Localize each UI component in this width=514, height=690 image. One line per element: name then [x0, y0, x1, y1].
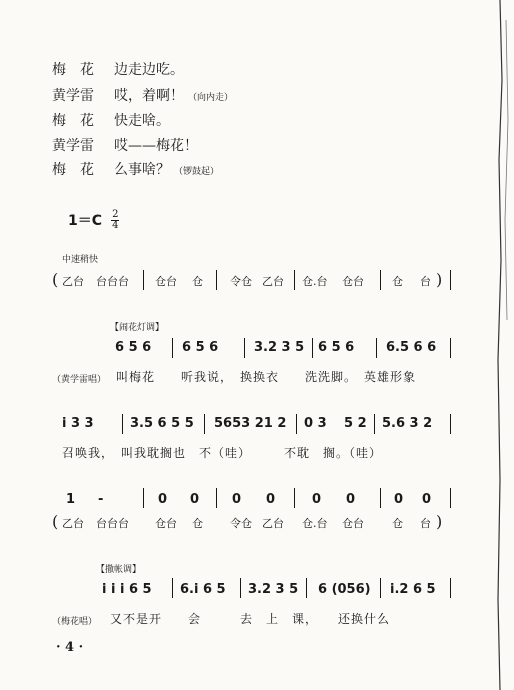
barline — [294, 488, 295, 508]
notation-note: 0 — [232, 492, 242, 507]
page-edge-shadow — [486, 0, 514, 690]
perc-syllable: 仓台 — [342, 275, 364, 288]
perc-syllable: 乙台 — [262, 517, 284, 530]
notation-note: 0 — [346, 492, 356, 507]
perc-syllable: 乙台 — [62, 275, 84, 288]
barline — [122, 414, 123, 434]
dialogue-line-5 — [52, 162, 219, 180]
speaker-name: 梅 花 — [52, 62, 94, 78]
singer-label: （黄学雷唱） — [52, 375, 107, 385]
perc-syllable: 仓台 — [342, 517, 364, 530]
perc-syllable: 台台台 — [96, 517, 129, 530]
time-numerator: 2 — [112, 209, 119, 220]
dialogue-text: 哎，着啊！ — [114, 88, 184, 104]
stage-direction: （锣鼓起） — [174, 167, 220, 177]
dialogue-line-2 — [52, 88, 233, 106]
barline — [143, 488, 144, 508]
notation-note: 0 — [422, 492, 432, 507]
barline — [240, 578, 241, 598]
tempo-marking: 中速稍快 — [62, 255, 99, 265]
lyrics-line: 召唤我， 叫我耽搁也 不（哇） 不耽 搁。（哇） — [62, 446, 383, 460]
notation-note: 0 — [394, 492, 404, 507]
barline — [380, 270, 381, 290]
barline — [306, 578, 307, 598]
dialogue-text: 么事啥？ — [114, 162, 170, 178]
lyrics-line: 叫梅花 听我说， 换换衣 洗洗脚。 英雄形象 — [116, 370, 417, 384]
perc-syllable: 台台台 — [96, 275, 129, 288]
barline — [312, 338, 313, 358]
notation-note: 0 — [190, 492, 200, 507]
notation-measure: 5 2 — [344, 416, 367, 431]
notation-measure: i.2 6 5 — [390, 582, 436, 597]
perc-syllable: 台 — [420, 517, 431, 530]
open-paren: ( — [52, 512, 59, 531]
speaker-name: 梅 花 — [52, 162, 94, 178]
notation-measure: i 3 3 — [62, 416, 94, 431]
notation-note: 0 — [312, 492, 322, 507]
notation-note: - — [98, 492, 104, 507]
dialogue-text: 哎——梅花！ — [114, 138, 198, 154]
close-paren: ) — [436, 270, 443, 289]
close-paren: ) — [436, 512, 443, 531]
dialogue-line-1 — [52, 62, 184, 78]
barline — [374, 414, 375, 434]
perc-syllable: 仓 — [392, 275, 403, 288]
lyrics-line: 又不是开 会 去 上 课， 还换什么 — [110, 612, 391, 626]
barline — [216, 270, 217, 290]
barline — [204, 414, 205, 434]
dialogue-line-4 — [52, 138, 198, 154]
perc-syllable: 乙台 — [262, 275, 284, 288]
perc-syllable: 仓.台 — [302, 275, 328, 288]
dialogue-text: 边走边吃。 — [114, 62, 184, 78]
speaker-name: 黄学雷 — [52, 88, 94, 104]
barline — [296, 414, 297, 434]
perc-syllable: 令仓 — [230, 275, 252, 288]
notation-measure: 5.6 3 2 — [382, 416, 433, 431]
key-signature — [68, 210, 119, 231]
notation-measure: 3.2 3 5 — [248, 582, 299, 597]
barline — [376, 338, 377, 358]
barline — [294, 270, 295, 290]
perc-syllable: 仓 — [392, 517, 403, 530]
barline — [450, 578, 451, 598]
notation-measure: 5653 21 2 — [214, 416, 287, 431]
barline — [450, 488, 451, 508]
notation-measure: 3.2 3 5 — [254, 340, 305, 355]
open-paren: ( — [52, 270, 59, 289]
dialogue-line-3 — [52, 113, 170, 129]
time-denominator: 4 — [112, 220, 119, 231]
barline — [143, 270, 144, 290]
barline — [450, 338, 451, 358]
tune-name: 【撒帐调】 — [96, 565, 142, 575]
perc-syllable: 乙台 — [62, 517, 84, 530]
time-signature — [111, 210, 119, 231]
barline — [172, 338, 173, 358]
key-label: 1＝C — [68, 213, 103, 229]
barline — [172, 578, 173, 598]
notation-note: 0 — [158, 492, 168, 507]
notation-note: 1 — [66, 492, 76, 507]
singer-label: （梅花唱） — [52, 617, 98, 627]
tune-name: 【闹花灯调】 — [110, 323, 165, 333]
perc-syllable: 仓.台 — [302, 517, 328, 530]
stage-direction: （向内走） — [188, 93, 234, 103]
notation-measure: 6 5 6 — [115, 340, 152, 355]
notation-measure: 6 5 6 — [182, 340, 219, 355]
notation-note: 0 — [266, 492, 276, 507]
perc-syllable: 令仓 — [230, 517, 252, 530]
barline — [216, 488, 217, 508]
notation-measure: 6 (056) — [318, 582, 371, 597]
barline — [450, 414, 451, 434]
perc-syllable: 仓台 — [155, 275, 177, 288]
notation-measure: 6.5 6 6 — [386, 340, 437, 355]
perc-syllable: 仓 — [192, 517, 203, 530]
barline — [450, 270, 451, 290]
notation-measure: 0 3 — [304, 416, 327, 431]
barline — [244, 338, 245, 358]
perc-syllable: 仓 — [192, 275, 203, 288]
perc-syllable: 仓台 — [155, 517, 177, 530]
notation-measure: i i i 6 5 — [102, 582, 152, 597]
barline — [380, 578, 381, 598]
dialogue-text: 快走啥。 — [114, 113, 170, 129]
speaker-name: 梅 花 — [52, 113, 94, 129]
notation-measure: 6.i 6 5 — [180, 582, 226, 597]
notation-measure: 3.5 6 5 5 — [130, 416, 194, 431]
speaker-name: 黄学雷 — [52, 138, 94, 154]
barline — [380, 488, 381, 508]
page-number: · 4 · — [56, 640, 84, 655]
perc-syllable: 台 — [420, 275, 431, 288]
notation-measure: 6 5 6 — [318, 340, 355, 355]
